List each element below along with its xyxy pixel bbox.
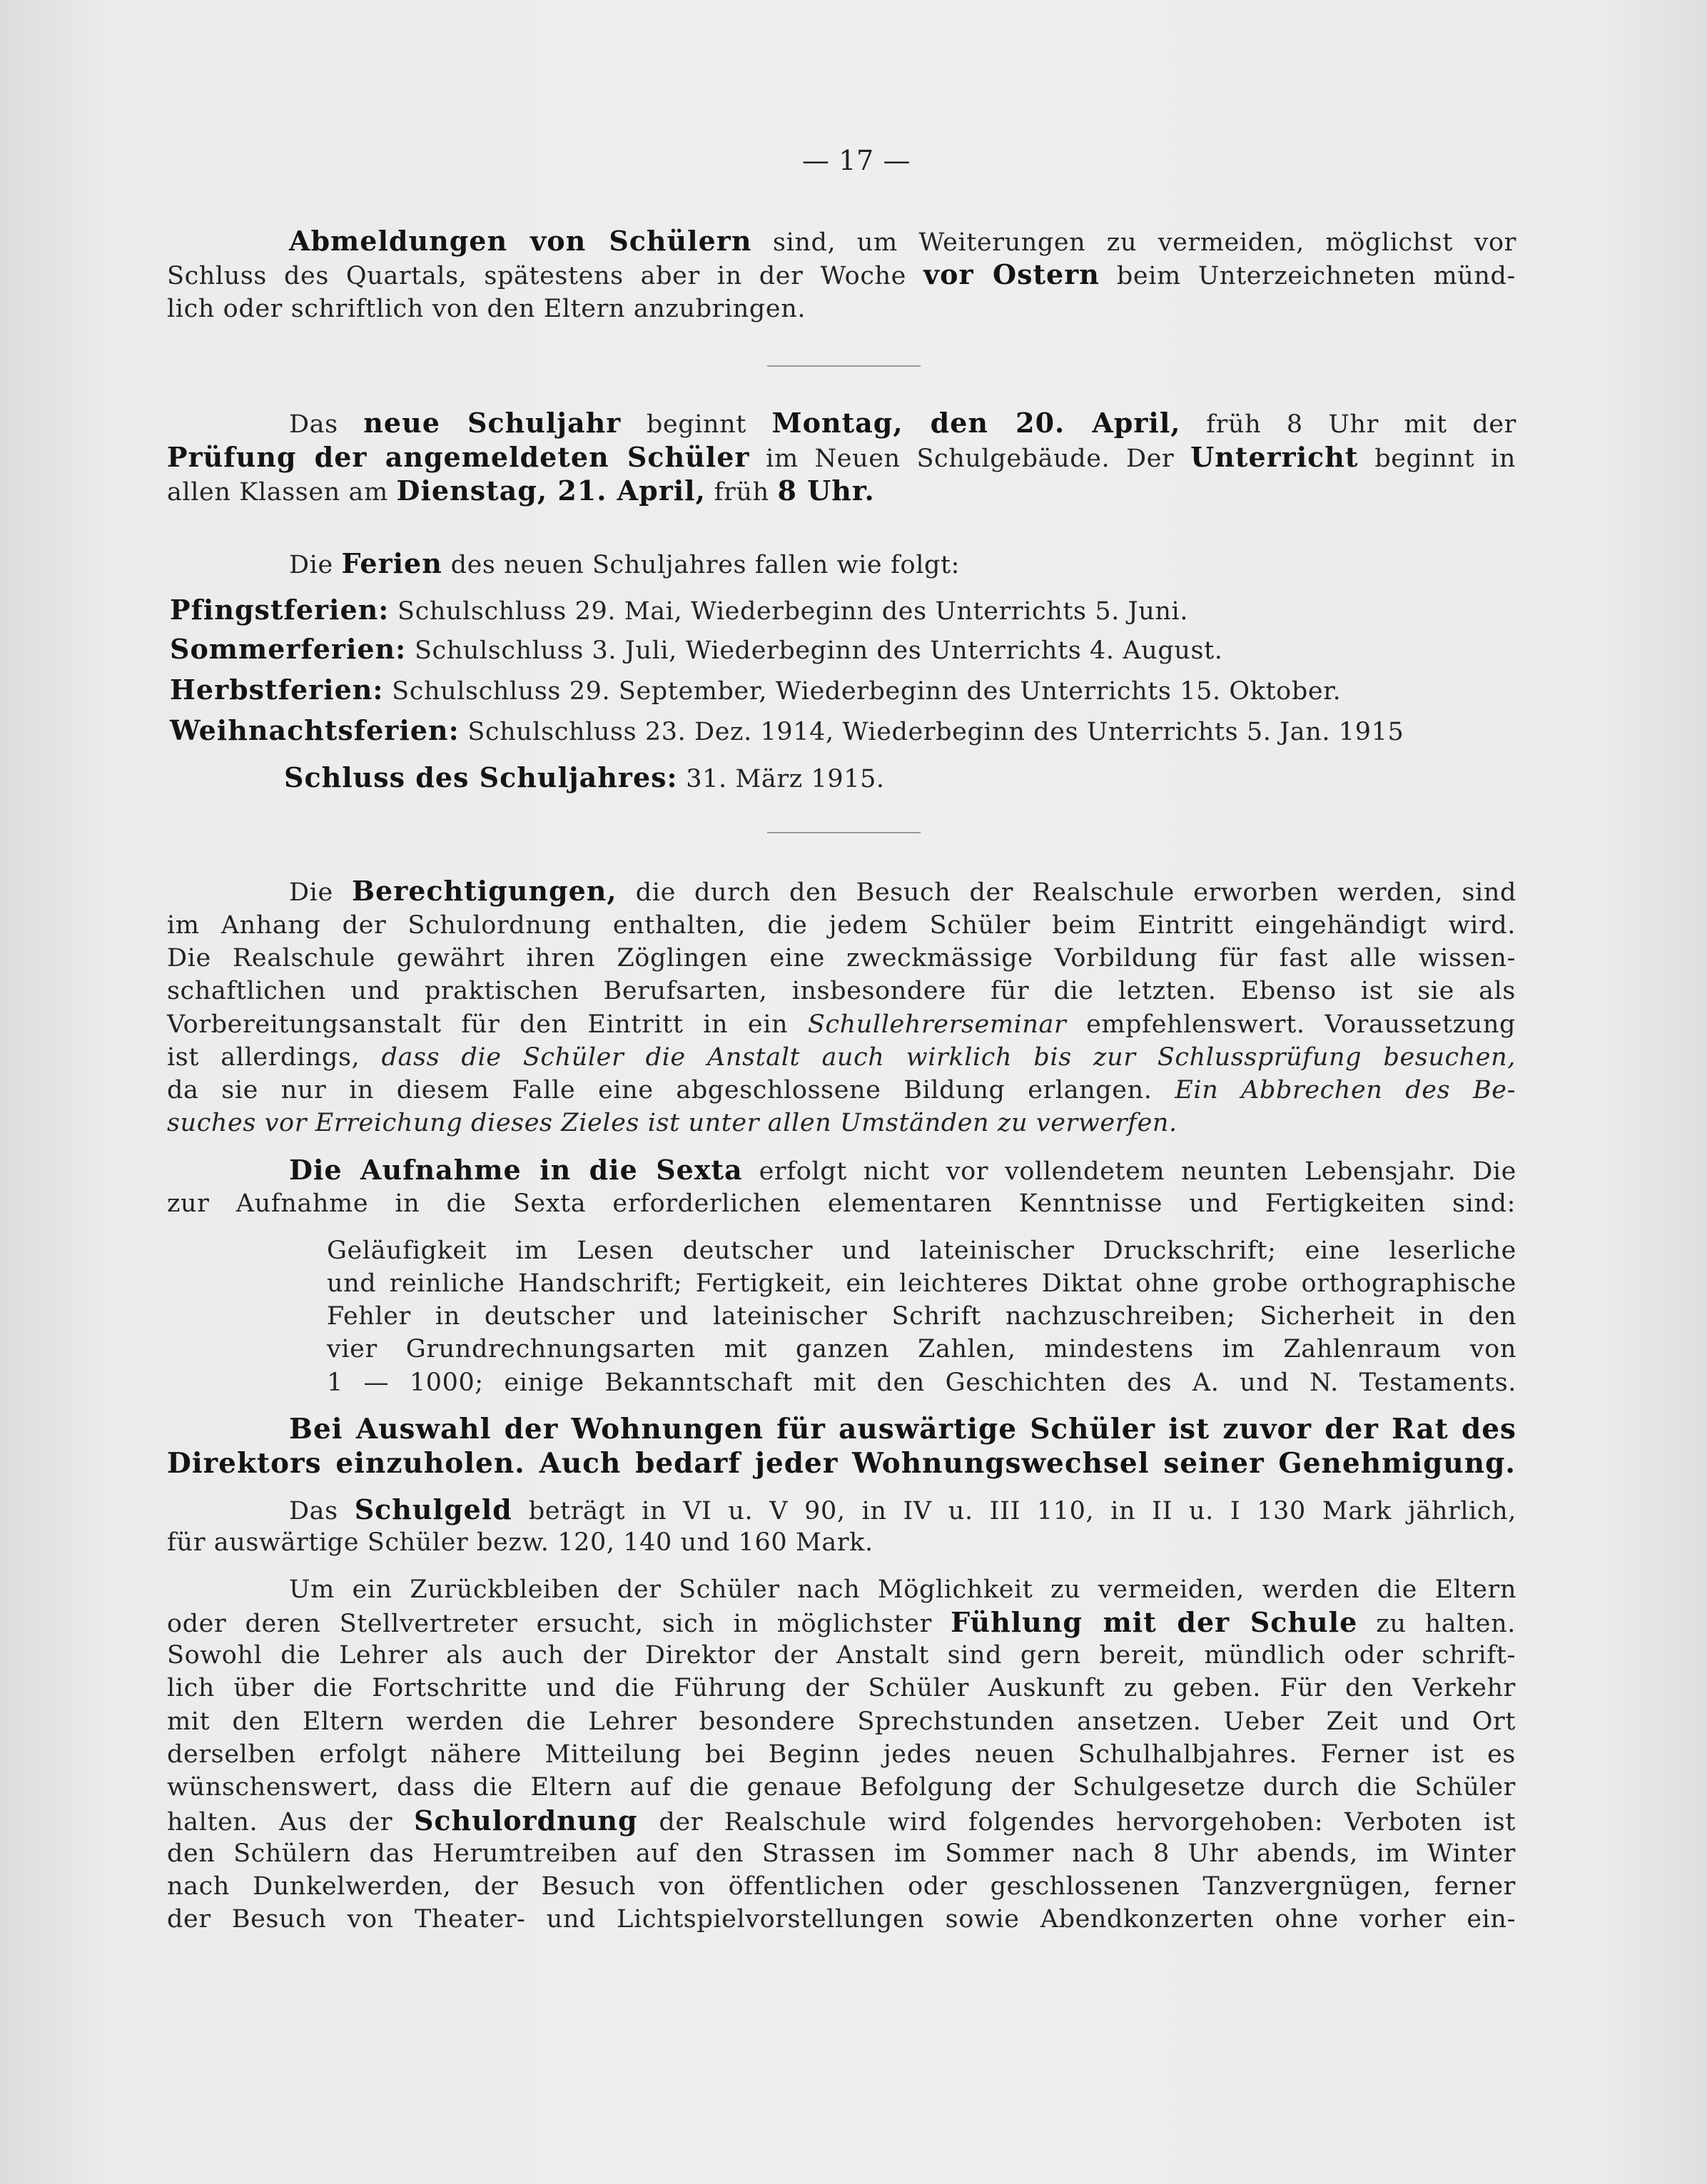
fuehlung-line-7: wünschenswert, dass die Eltern auf die genaue Befolgung der Schulgesetze durch die Schüler [167, 1773, 1516, 1802]
section-divider [767, 365, 921, 367]
abmeldungen-heading: Abmeldungen von Schülern [289, 225, 752, 257]
berechtigungen-line-6: ist allerdings, dass die Schüler die Anstalt auch wirklich bis zur Schlussprüfung besuchen, [167, 1043, 1516, 1072]
fuehlung-line-2: oder deren Stellvertreter ersucht, sich in möglichster Fühlung mit der Schule zu halten. [167, 1606, 1516, 1638]
anforderungen-line-3: Fehler in deutscher und lateinischer Schrift nachzuschreiben; Sicherheit in den [327, 1302, 1516, 1331]
berechtigungen-line-4: schaftlichen und praktischen Berufsarten, insbesondere für die letzten. Ebenso ist sie als [167, 977, 1516, 1005]
ferien-pfingsten: Pfingstferien: Schulschluss 29. Mai, Wiederbeginn des Unterrichts 5. Juni. [170, 594, 1189, 626]
fuehlung-line-6: derselben erfolgt nähere Mitteilung bei Beginn jedes neuen Schulhalbjahres. Ferner ist es [167, 1740, 1516, 1769]
anforderungen-line-5: 1 — 1000; einige Bekanntschaft mit den Geschichten des A. und N. Testaments. [327, 1368, 1516, 1397]
schulgeld-line-2: für auswärtige Schüler bezw. 120, 140 und 160 Mark. [167, 1528, 873, 1557]
berechtigungen-line-8: suches vor Erreichung dieses Zieles ist unter allen Umständen zu verwerfen. [167, 1109, 1177, 1137]
ferien-sommer: Sommerferien: Schulschluss 3. Juli, Wiederbeginn des Unterrichts 4. August. [170, 633, 1223, 665]
fuehlung-line-9: den Schülern das Herumtreiben auf den Strassen im Sommer nach 8 Uhr abends, im Winter [167, 1839, 1516, 1868]
fuehlung-line-3: Sowohl die Lehrer als auch der Direktor der Anstalt sind gern bereit, mündlich oder schrift- [167, 1641, 1516, 1670]
anforderungen-line-1: Geläufigkeit im Lesen deutscher und lateinischer Druckschrift; eine leserliche [327, 1236, 1516, 1265]
schuljahr-line-1: Das neue Schuljahr beginnt Montag, den 20. April, früh 8 Uhr mit der [289, 407, 1516, 439]
ferien-intro: Die Ferien des neuen Schuljahres fallen wie folgt: [289, 547, 961, 579]
fuehlung-line-5: mit den Eltern werden die Lehrer besondere Sprechstunden ansetzen. Ueber Zeit und Ort [167, 1707, 1516, 1736]
wohnungen-line-2: Direktors einzuholen. Auch bedarf jeder Wohnungswechsel seiner Genehmigung. [167, 1447, 1516, 1480]
anforderungen-line-4: vier Grundrechnungsarten mit ganzen Zahlen, mindestens im Zahlenraum von [327, 1335, 1516, 1363]
fuehlung-line-1: Um ein Zurückbleiben der Schüler nach Möglichkeit zu vermeiden, werden die Eltern [289, 1575, 1516, 1604]
schuljahr-line-3: allen Klassen am Dienstag, 21. April, früh 8 Uhr. [167, 474, 875, 507]
anforderungen-line-2: und reinliche Handschrift; Fertigkeit, ein leichteres Diktat ohne grobe orthographische [327, 1269, 1516, 1298]
section-divider [767, 832, 921, 833]
schulgeld-line-1: Das Schulgeld beträgt in VI u. V 90, in IV u. III 110, in II u. I 130 Mark jährlich, [289, 1493, 1516, 1525]
abmeldungen-line-3: lich oder schriftlich von den Eltern anzubringen. [167, 295, 806, 323]
ferien-herbst: Herbstferien: Schulschluss 29. September, Wiederbeginn des Unterrichts 15. Oktober. [170, 674, 1342, 706]
aufnahme-line-1: Die Aufnahme in die Sexta erfolgt nicht vor vollendetem neunten Lebensjahr. Die [289, 1154, 1516, 1186]
berechtigungen-line-2: im Anhang der Schulordnung enthalten, die jedem Schüler beim Eintritt eingehändigt wird. [167, 911, 1516, 940]
page-number: — 17 — [801, 145, 911, 176]
berechtigungen-line-5: Vorbereitungsanstalt für den Eintritt in ein Schullehrerseminar empfehlenswert. Voraussetzung [167, 1010, 1516, 1039]
schuljahr-line-2: Prüfung der angemeldeten Schüler im Neuen Schulgebäude. Der Unterricht beginnt in [167, 441, 1516, 473]
abmeldungen-line-2: Schluss des Quartals, spätestens aber in der Woche vor Ostern beim Unterzeichneten münd- [167, 258, 1516, 290]
fuehlung-line-11: der Besuch von Theater- und Lichtspielvorstellungen sowie Abendkonzerten ohne vorher ein- [167, 1905, 1516, 1934]
berechtigungen-line-3: Die Realschule gewährt ihren Zöglingen eine zweckmässige Vorbildung für fast alle wissen- [167, 944, 1516, 972]
berechtigungen-line-1: Die Berechtigungen, die durch den Besuch der Realschule erworben werden, sind [289, 875, 1517, 907]
wohnungen-line-1: Bei Auswahl der Wohnungen für auswärtige Schüler ist zuvor der Rat des [289, 1413, 1516, 1446]
aufnahme-line-2: zur Aufnahme in die Sexta erforderlichen elementaren Kenntnisse und Fertigkeiten sind: [167, 1189, 1516, 1218]
fuehlung-line-4: lich über die Fortschritte und die Führung der Schüler Auskunft zu geben. Für den Verkehr [167, 1674, 1516, 1702]
fuehlung-line-10: nach Dunkelwerden, der Besuch von öffentlichen oder geschlossenen Tanzvergnügen, ferner [167, 1872, 1516, 1901]
ferien-weihnachten: Weihnachtsferien: Schulschluss 23. Dez. 1914, Wiederbeginn des Unterrichts 5. Jan. 1915 [170, 714, 1404, 746]
schuljahr-schluss: Schluss des Schuljahres: 31. März 1915. [284, 761, 885, 793]
abmeldungen-line-1: Abmeldungen von Schülern sind, um Weiterungen zu vermeiden, möglichst vor [289, 225, 1517, 257]
fuehlung-line-8: halten. Aus der Schulordnung der Realschule wird folgendes hervorgehoben: Verboten ist [167, 1804, 1516, 1837]
berechtigungen-line-7: da sie nur in diesem Falle eine abgeschlossene Bildung erlangen. Ein Abbrechen des Be- [167, 1076, 1516, 1104]
